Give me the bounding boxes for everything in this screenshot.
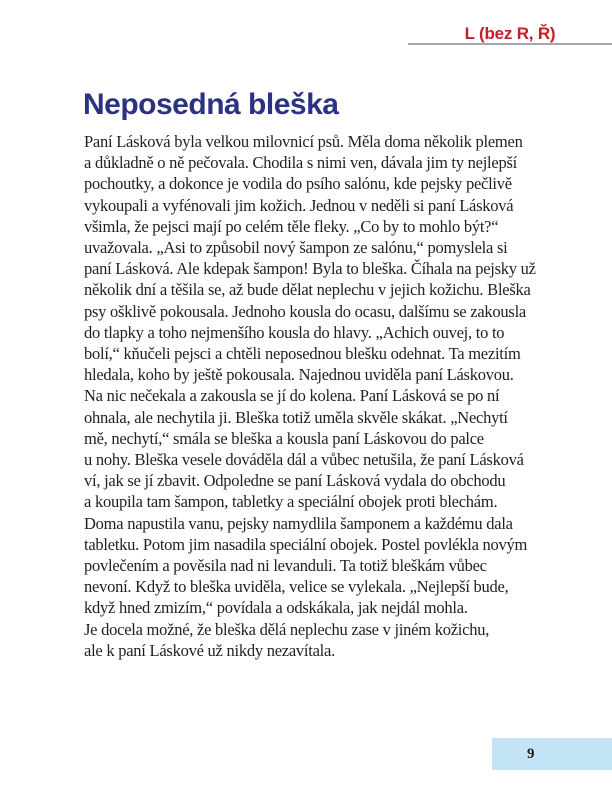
story-line: pochoutky, a dokonce je vodila do psího salónu, kde pejsky pečlivě <box>84 174 512 194</box>
story-line: bolí,“ kňučeli pejsci a chtěli neposednou blešku odehnat. Ta mezitím <box>84 344 521 364</box>
story-line: hledala, koho by ještě pokousala. Najednou uviděla paní Láskovou. <box>84 365 514 385</box>
story-line: do tlapky a toho nejmenšího kousla do hlavy. „Achich ouvej, to to <box>84 322 505 342</box>
footer-strip <box>492 738 612 770</box>
story-line: vykoupali a vyfénovali jim kožich. Jednou v neděli si paní Lásková <box>84 195 514 215</box>
section-header-label: L (bez R, Ř) <box>464 24 556 43</box>
story-text <box>84 131 559 661</box>
story-line: nevoní. Když to bleška uviděla, velice se vylekala. „Nejlepší bude, <box>84 577 509 597</box>
story-line: a koupila tam šampon, tabletky a speciální obojek proti blechám. <box>84 492 498 512</box>
story-line: ví, jak se jí zbavit. Odpoledne se paní Lásková vydala do obchodu <box>84 471 506 491</box>
story-line: ale k paní Láskové už nikdy nezavítala. <box>84 640 335 660</box>
story-line: tabletku. Potom jim nasadila speciální obojek. Postel povlékla novým <box>84 534 528 554</box>
page-title: Neposedná bleška <box>83 88 339 122</box>
story-line: u nohy. Bleška vesele dováděla dál a vůbec netušila, že paní Lásková <box>84 450 524 470</box>
story-line: povlečením a pověsila nad ni levanduli. Ta totiž bleškám vůbec <box>84 556 487 576</box>
story-line: Je docela možné, že bleška dělá neplechu zase v jiném kožichu, <box>84 619 490 639</box>
page-number: 9 <box>527 746 535 762</box>
story-line: všimla, že pejsci mají po celém těle fleky. „Co by to mohlo být?“ <box>84 216 499 236</box>
story-line: paní Lásková. Ale kdepak šampon! Byla to bleška. Číhala na pejsky už <box>84 259 536 279</box>
story-line: ohnala, ale nechytila ji. Bleška totiž uměla skvěle skákat. „Nechytí <box>84 407 508 427</box>
story-line: když hned zmizím,“ povídala a odskákala, jak nejdál mohla. <box>84 598 468 618</box>
story-line: několik dní a těšila se, až bude dělat neplechu v jejich kožichu. Bleška <box>84 280 531 300</box>
story-line: psy ošklivě pokousala. Jednoho kousla do ocasu, dalšímu se zakousla <box>84 301 526 321</box>
story-line: Doma napustila vanu, pejsky namydlila šamponem a každému dala <box>84 513 513 533</box>
header-rule <box>408 43 612 45</box>
story-line: a důkladně o ně pečovala. Chodila s nimi ven, dávala jim ty nejlepší <box>84 153 517 173</box>
story-line: uvažovala. „Asi to způsobil nový šampon ze salónu,“ pomyslela si <box>84 238 508 258</box>
story-line: mě, nechytí,“ smála se bleška a kousla paní Láskovou do palce <box>84 428 484 448</box>
story-line: Paní Lásková byla velkou milovnicí psů. Měla doma několik plemen <box>84 132 523 151</box>
story-line: Na nic nečekala a zakousla se jí do kolena. Paní Lásková se po ní <box>84 386 500 406</box>
